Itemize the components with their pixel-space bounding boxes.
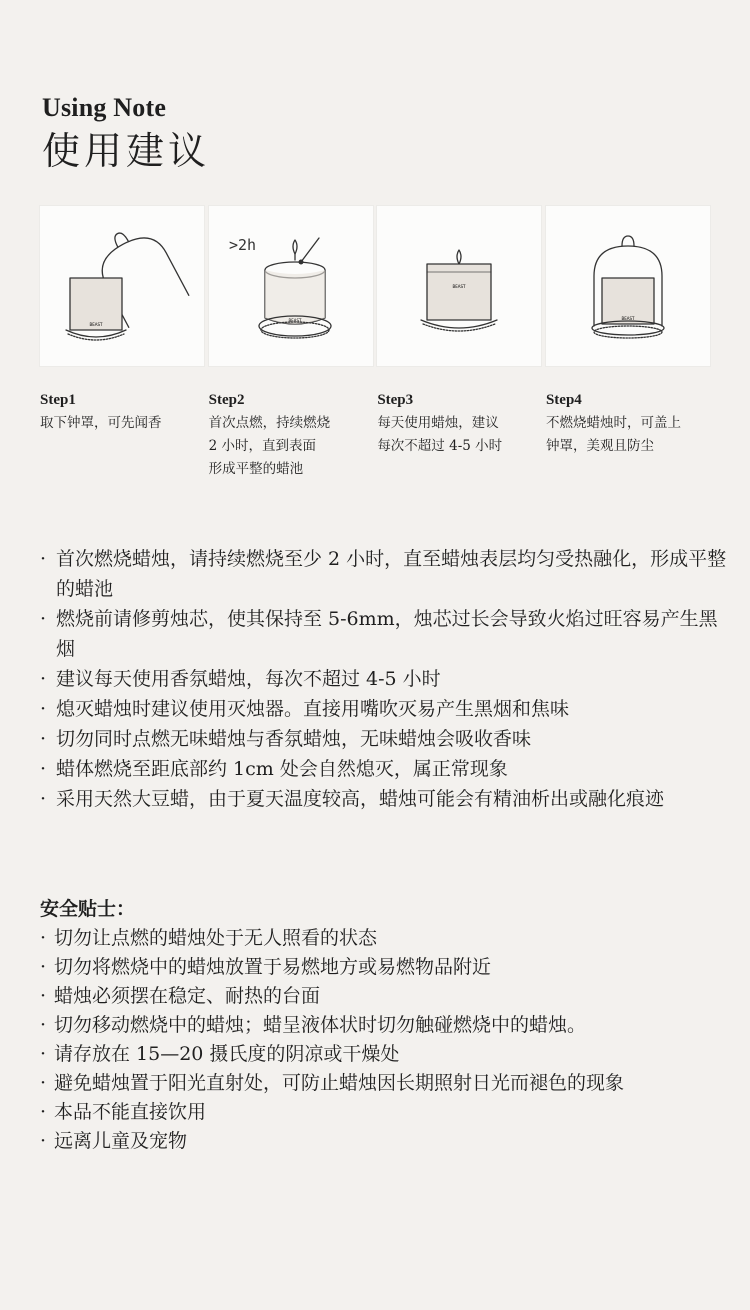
safety-section — [40, 894, 730, 1156]
step-4-illustration — [546, 206, 710, 366]
tip-item: · 切勿同时点燃无味蜡烛与香氛蜡烛，无味蜡烛会吸收香味 — [40, 724, 730, 754]
safety-item: · 切勿让点燃的蜡烛处于无人照看的状态 — [40, 924, 730, 953]
step-1 — [40, 206, 204, 481]
steps-row — [40, 206, 710, 481]
tip-item: · 燃烧前请修剪烛芯，使其保持至 5-6mm，烛芯过长会导致火焰过旺容易产生黑烟 — [40, 604, 730, 664]
safety-item: · 切勿移动燃烧中的蜡烛；蜡呈液体状时切勿触碰燃烧中的蜡烛。 — [40, 1011, 730, 1040]
step-4 — [546, 206, 710, 481]
header — [42, 92, 210, 174]
safety-item: · 蜡烛必须摆在稳定、耐热的台面 — [40, 982, 730, 1011]
step-2-label: BEAST — [288, 318, 302, 323]
page-title-zh: 使用建议 — [42, 129, 211, 173]
tip-item: · 首次燃烧蜡烛，请持续燃烧至少 2 小时，直至蜡烛表层均匀受热融化，形成平整的蜡池 — [40, 544, 730, 604]
step-2-illustration — [209, 206, 373, 366]
step-3-label: BEAST — [452, 284, 466, 289]
safety-item: · 避免蜡烛置于阳光直射处，可防止蜡烛因长期照射日光而褪色的现象 — [40, 1069, 730, 1098]
step-3-illustration — [377, 206, 541, 366]
safety-title: 安全贴士： — [40, 898, 136, 920]
step-2-time-note: >2h — [228, 236, 256, 254]
step-2 — [209, 206, 373, 481]
candle-remove-cloche-icon — [40, 206, 204, 366]
tip-item: · 熄灭蜡烛时建议使用灭烛器。直接用嘴吹灭易产生黑烟和焦味 — [40, 694, 730, 724]
safety-item: · 远离儿童及宠物 — [40, 1127, 730, 1156]
step-1-title: Step1 — [40, 392, 76, 408]
tip-item: · 建议每天使用香氛蜡烛，每次不超过 4-5 小时 — [40, 664, 730, 694]
safety-item: · 本品不能直接饮用 — [40, 1098, 730, 1127]
page-title-en: Using Note — [42, 93, 167, 122]
candle-burning-icon — [377, 206, 541, 366]
step-2-title: Step2 — [208, 392, 245, 408]
safety-item: · 切勿将燃烧中的蜡烛放置于易燃地方或易燃物品附近 — [40, 953, 730, 982]
step-4-title: Step4 — [545, 392, 582, 408]
tip-item: · 蜡体燃烧至距底部约 1cm 处会自然熄灭，属正常现象 — [40, 754, 730, 784]
step-1-illustration — [40, 206, 204, 366]
step-1-label: BEAST — [89, 322, 103, 327]
step-4-label: BEAST — [621, 316, 635, 321]
step-3 — [377, 206, 541, 481]
safety-list — [40, 924, 730, 1156]
tips-list — [40, 544, 730, 814]
safety-item: · 请存放在 15—20 摄氏度的阴凉或干燥处 — [40, 1040, 730, 1069]
step-2-desc: 首次点燃，持续燃烧 2 小时，直到表面 形成平整的蜡池 — [208, 415, 331, 477]
tip-item: · 采用天然大豆蜡，由于夏天温度较高，蜡烛可能会有精油析出或融化痕迹 — [40, 784, 730, 814]
candle-cloche-cover-icon — [546, 206, 710, 366]
step-4-desc: 不燃烧蜡烛时，可盖上 钟罩，美观且防尘 — [545, 415, 681, 454]
step-3-title: Step3 — [377, 392, 414, 408]
step-3-desc: 每天使用蜡烛，建议 每次不超过 4-5 小时 — [377, 415, 503, 454]
step-1-desc: 取下钟罩，可先闻香 — [40, 415, 162, 431]
candle-light-icon — [209, 206, 373, 366]
